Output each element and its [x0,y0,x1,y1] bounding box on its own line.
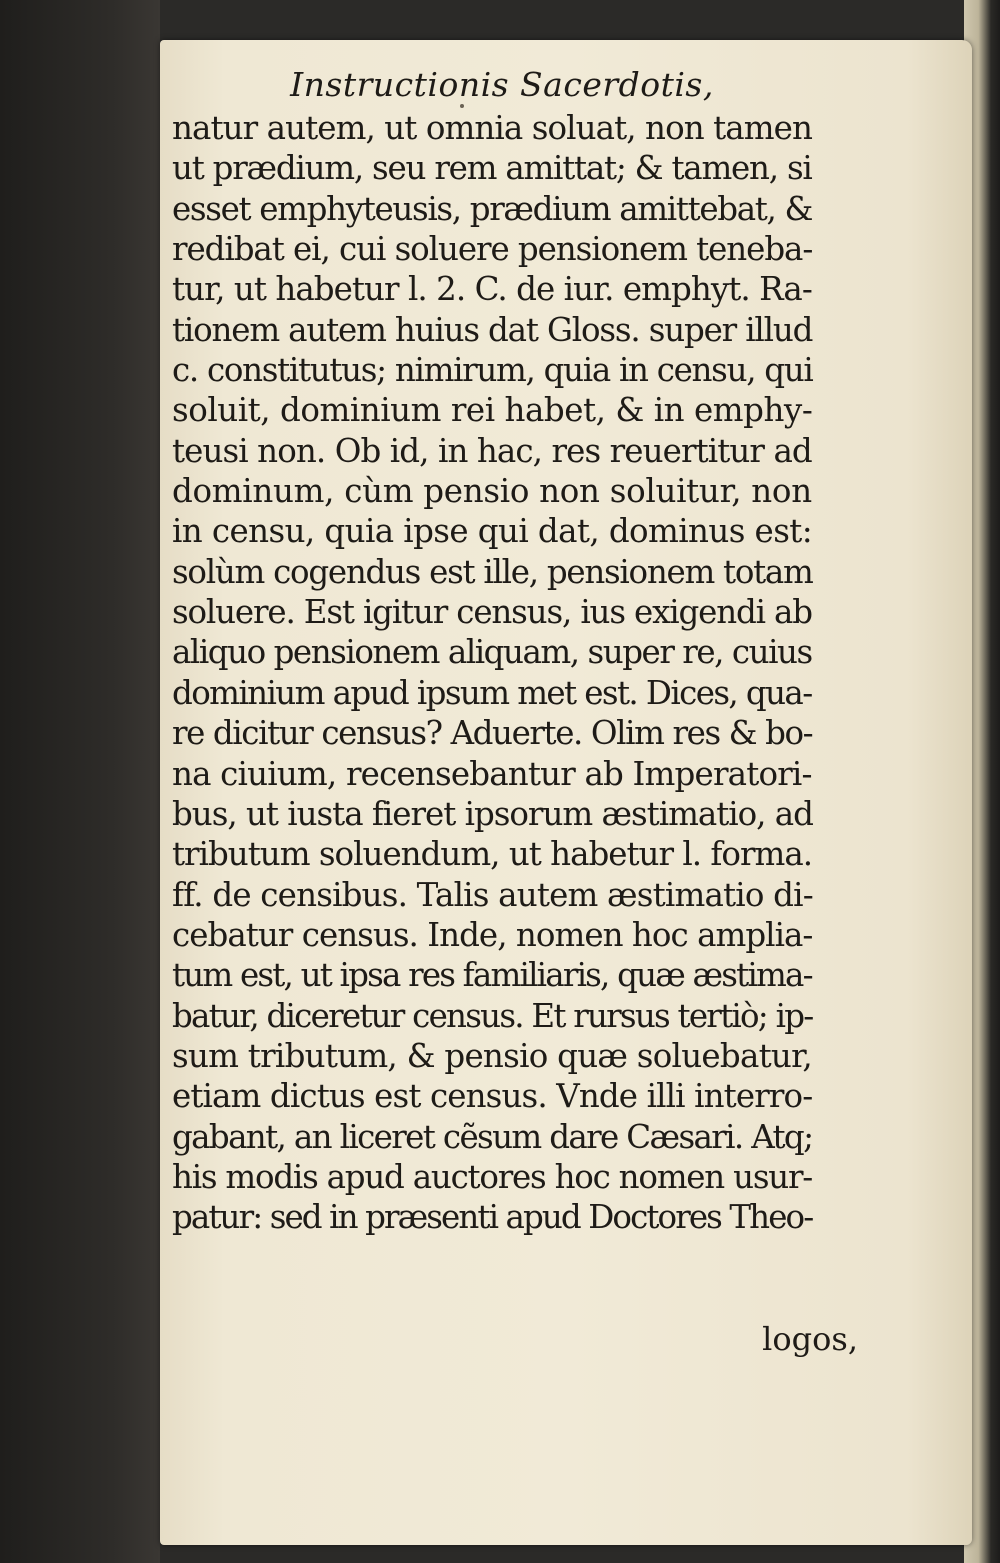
text-line: redibat ei, cui soluere pensionem teneba- [172,230,813,269]
text-line: esset emphyteusis, prædium amittebat, & [172,189,813,228]
text-line: sum tributum, & pensio quæ soluebatur, [172,1036,812,1075]
text-line: tum est, ut ipsa res familiaris, quæ æstima- [172,956,812,995]
text-line: dominum, cùm pensio non soluitur, non [172,472,812,511]
text-line: soluit, dominium rei habet, & in emphy- [172,391,813,430]
text-line: aliquo pensionem aliquam, super re, cuius [172,633,812,672]
text-line: solùm cogendus est ille, pensionem totam [172,552,813,591]
text-block [172,62,812,1238]
text-line: teusi non. Ob id, in hac, res reuertitur ad [172,431,812,470]
text-line: cebatur census. Inde, nomen hoc amplia- [172,915,813,954]
text-line: bus, ut iusta fieret ipsorum æstimatio, ad [172,794,813,833]
text-line: patur: sed in præsenti apud Doctores Theo- [172,1198,813,1237]
text-line: tur, ut habetur l. 2. C. de iur. emphyt. Ra- [172,270,812,309]
text-line: batur, diceretur census. Et rursus tertiò; ip- [172,996,813,1035]
text-line: dominium apud ipsum met est. Dices, qua- [172,673,812,712]
text-line: tionem autem huius dat Gloss. super illud [172,310,813,349]
text-line: etiam dictus est census. Vnde illi interro- [172,1077,813,1116]
book-binding-shadow [0,0,160,1563]
text-line: ut prædium, seu rem amittat; & tamen, si [172,149,812,188]
text-line: in censu, quia ipse qui dat, dominus est: [172,512,813,551]
text-line: his modis apud auctores hoc nomen usur- [172,1157,813,1196]
text-line: na ciuium, recensebantur ab Imperatori- [172,754,812,793]
text-line: c. constitutus; nimirum, quia in censu, qui [172,351,813,390]
text-line: natur autem, ut omnia soluat, non tamen [172,109,812,147]
body-text [172,108,812,1238]
text-line: gabant, an liceret cẽsum dare Cæsari. Atq; [172,1117,813,1156]
catchword: logos, [762,1320,858,1358]
text-line: ff. de censibus. Talis autem æstimatio di- [172,875,813,914]
running-head: Instructionis Sacerdotis, [290,65,714,104]
text-line: soluere. Est igitur census, ius exigendi ab [172,593,812,632]
text-line: tributum soluendum, ut habetur l. forma. [172,835,813,874]
text-line: re dicitur census? Aduerte. Olim res & bo- [172,714,813,753]
